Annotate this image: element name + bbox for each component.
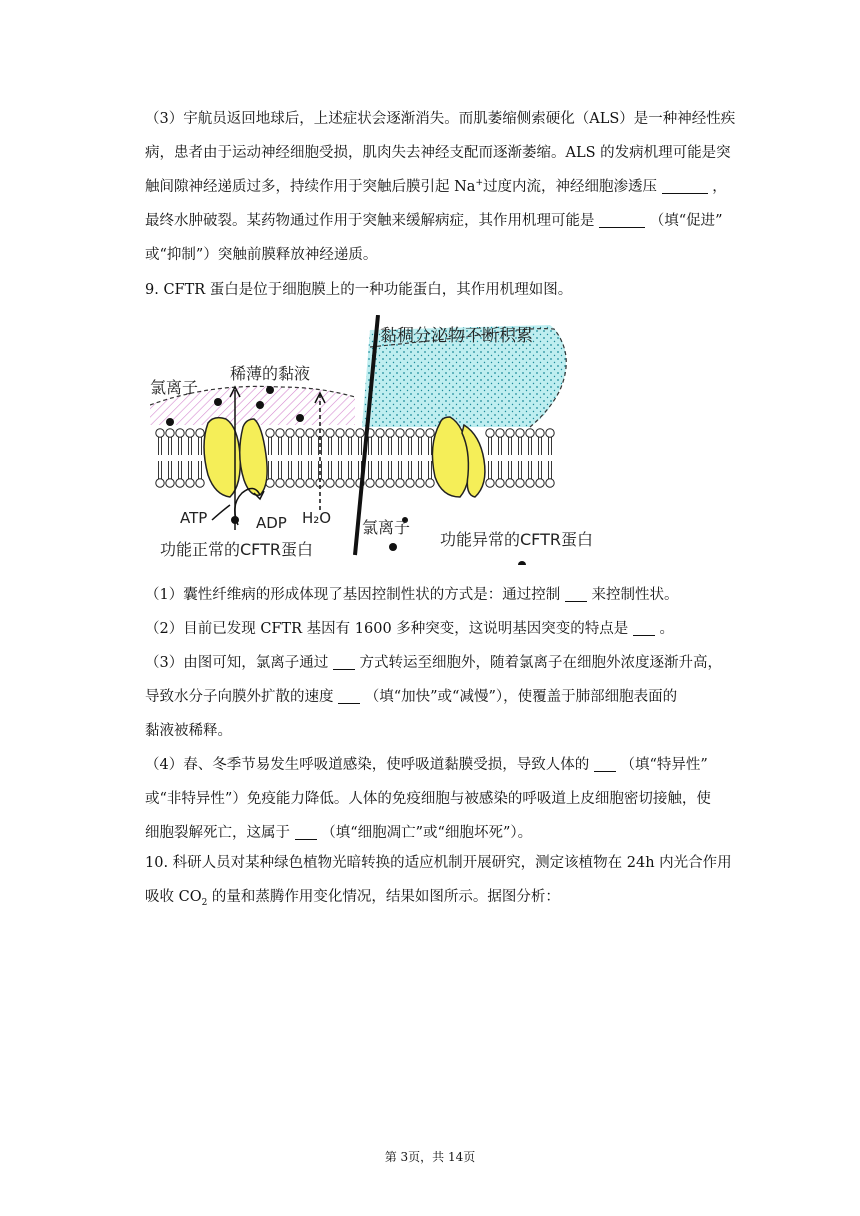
phospholipid-tail <box>289 461 292 479</box>
q8-line-1: （3）宇航员返回地球后，上述症状会逐渐消失。而肌萎缩侧索硬化（ALS）是一种神经性疾 <box>145 111 736 127</box>
phospholipid-tail <box>359 437 362 455</box>
phospholipid-head <box>176 429 184 437</box>
q9-sub2-tail: 。 <box>659 621 675 637</box>
phospholipid-tail <box>509 437 512 455</box>
phospholipid-tail <box>159 437 162 455</box>
phospholipid-tail <box>549 437 552 455</box>
phospholipid-head <box>406 429 414 437</box>
phospholipid-tail <box>389 437 392 455</box>
phospholipid-tail <box>529 461 532 479</box>
phospholipid-tail <box>279 437 282 455</box>
phospholipid-tail <box>179 437 182 455</box>
phospholipid-tail <box>529 437 532 455</box>
phospholipid-head <box>386 429 394 437</box>
phospholipid-tail <box>339 437 342 455</box>
q9-sub4-hint-e: （填“细胞凋亡”或“细胞坏死”）。 <box>321 825 533 841</box>
phospholipid-head <box>286 429 294 437</box>
phospholipid-tail <box>509 461 512 479</box>
phospholipid-head <box>376 429 384 437</box>
phospholipid-head <box>536 479 544 487</box>
phospholipid-head <box>396 479 404 487</box>
label-h2o: H₂O <box>302 509 332 527</box>
phospholipid-tail <box>419 461 422 479</box>
phospholipid-head <box>336 429 344 437</box>
phospholipid-head <box>156 429 164 437</box>
phospholipid-tail <box>299 461 302 479</box>
q8-line-3 <box>145 170 745 204</box>
phospholipid-head <box>276 479 284 487</box>
phospholipid-tail <box>369 461 372 479</box>
phospholipid-head <box>286 479 294 487</box>
phospholipid-head <box>376 479 384 487</box>
label-abnormal-cftr: 功能异常的CFTR蛋白 <box>440 530 593 549</box>
phospholipid-head <box>416 479 424 487</box>
phospholipid-tail <box>329 437 332 455</box>
q9-sub4-line1 <box>145 748 745 782</box>
q9-sub3-line1 <box>145 646 745 680</box>
phospholipid-head <box>526 429 534 437</box>
phospholipid-tail <box>309 437 312 455</box>
phospholipid-head <box>186 429 194 437</box>
q10-line-2-text: 吸收 CO <box>145 889 202 905</box>
phospholipid-head <box>266 429 274 437</box>
phospholipid-head <box>346 429 354 437</box>
answer-blank[interactable] <box>565 583 587 602</box>
phospholipid-head <box>536 429 544 437</box>
q10-line-2-tail: 的量和蒸腾作用变化情况，结果如图所示。据图分析： <box>207 889 560 905</box>
phospholipid-tail <box>549 461 552 479</box>
phospholipid-head <box>156 479 164 487</box>
q9-sub1-text: （1）囊性纤维病的形成体现了基因控制性状的方式是：通过控制 <box>145 587 561 603</box>
phospholipid-head <box>506 479 514 487</box>
phospholipid-tail <box>179 461 182 479</box>
q10-line-2 <box>145 880 745 914</box>
phospholipid-head <box>486 429 494 437</box>
phospholipid-head <box>416 429 424 437</box>
phospholipid-head <box>406 479 414 487</box>
phospholipid-tail <box>379 461 382 479</box>
phospholipid-tail <box>489 437 492 455</box>
q8-line-3-text-b: 过度内流，神经细胞渗透压 <box>483 179 657 195</box>
phospholipid-tail <box>429 461 432 479</box>
phospholipid-head <box>336 479 344 487</box>
phospholipid-tail <box>319 461 322 479</box>
label-accumulated: 黏稠分泌物不断积累 <box>380 326 533 346</box>
q8-line-3-comma: ， <box>712 179 727 195</box>
label-atp: ATP <box>180 509 208 527</box>
phospholipid-tail <box>519 437 522 455</box>
phospholipid-head <box>306 479 314 487</box>
phospholipid-tail <box>199 461 202 479</box>
phospholipid-head <box>306 429 314 437</box>
page-footer: 第 3页，共 14页 <box>384 1150 476 1164</box>
q9-sub3-line3: 黏液被稀释。 <box>145 723 232 739</box>
phospholipid-tail <box>169 461 172 479</box>
answer-blank[interactable] <box>338 685 360 704</box>
phospholipid-tail <box>289 437 292 455</box>
phospholipid-tail <box>539 437 542 455</box>
phospholipid-head <box>276 429 284 437</box>
q9-sub4-hint: （填“特异性” <box>620 757 708 773</box>
phospholipid-tail <box>419 437 422 455</box>
phospholipid-head <box>176 479 184 487</box>
abnormal-cftr-protein <box>432 417 485 497</box>
phospholipid-head <box>426 429 434 437</box>
phospholipid-head <box>326 429 334 437</box>
q9-stem-text: 9. CFTR 蛋白是位于细胞膜上的一种功能蛋白，其作用机理如图。 <box>145 282 573 298</box>
q10 <box>145 846 745 914</box>
phospholipid-head <box>386 479 394 487</box>
answer-blank[interactable] <box>633 617 655 636</box>
phospholipid-tail <box>169 437 172 455</box>
q9-sub3-text-d: （填“加快”或“减慢”），使覆盖于肺部细胞表面的 <box>364 689 678 705</box>
phospholipid-head <box>516 429 524 437</box>
phospholipid-head <box>396 429 404 437</box>
phospholipid-head <box>516 479 524 487</box>
phospholipid-head <box>546 479 554 487</box>
phospholipid-tail <box>189 437 192 455</box>
phospholipid-tail <box>389 461 392 479</box>
answer-blank[interactable] <box>594 753 616 772</box>
q9-sub3-text-b: 方式转运至细胞外，随着氯离子在细胞外浓度逐渐升高， <box>359 655 722 671</box>
phospholipid-head <box>496 429 504 437</box>
cftr-mechanism-figure <box>150 315 630 565</box>
phospholipid-head <box>506 429 514 437</box>
phospholipid-tail <box>519 461 522 479</box>
q9-sub2-text: （2）目前已发现 CFTR 基因有 1600 多种突变，这说明基因突变的特点是 <box>145 621 629 637</box>
phospholipid-tail <box>349 437 352 455</box>
answer-blank[interactable] <box>333 651 355 670</box>
phospholipid-tail <box>199 437 202 455</box>
label-adp: ADP <box>256 514 287 532</box>
phospholipid-tail <box>379 437 382 455</box>
phospholipid-head <box>196 429 204 437</box>
phospholipid-head <box>166 429 174 437</box>
phospholipid-tail <box>329 461 332 479</box>
q9-sub4-line3 <box>145 816 745 850</box>
phospholipid-head <box>546 429 554 437</box>
label-chloride-left: 氯离子 <box>150 378 199 397</box>
co2-subscript: 2 <box>201 897 208 908</box>
phospholipid-head <box>296 429 304 437</box>
na-charge: + <box>475 178 483 189</box>
phospholipid-head <box>196 479 204 487</box>
phospholipid-tail <box>369 437 372 455</box>
phospholipid-tail <box>159 461 162 479</box>
phospholipid-tail <box>279 461 282 479</box>
phospholipid-tail <box>349 461 352 479</box>
phospholipid-head <box>326 479 334 487</box>
phospholipid-tail <box>399 461 402 479</box>
phospholipid-tail <box>409 437 412 455</box>
q8-line-4-text: 最终水肿破裂。某药物通过作用于突触来缓解病症，其作用机理可能是 <box>145 213 595 229</box>
phospholipid-tail <box>269 461 272 479</box>
phospholipid-head <box>356 429 364 437</box>
q8-line-4 <box>145 204 745 238</box>
phospholipid-tail <box>339 461 342 479</box>
q9-subquestions <box>145 578 745 850</box>
phospholipid-head <box>486 479 494 487</box>
phospholipid-tail <box>299 437 302 455</box>
phospholipid-tail <box>399 437 402 455</box>
phospholipid-head <box>496 479 504 487</box>
phospholipid-head <box>186 479 194 487</box>
phospholipid-tail <box>489 461 492 479</box>
q9-sub3-text: （3）由图可知，氯离子通过 <box>145 655 329 671</box>
phospholipid-tail <box>499 437 502 455</box>
phospholipid-head <box>166 479 174 487</box>
q8-line-5: 或“抑制”）突触前膜释放神经递质。 <box>145 247 378 263</box>
phospholipid-head <box>296 479 304 487</box>
q8-line-3-text: 触间隙神经递质过多，持续作用于突触后膜引起 Na <box>145 179 476 195</box>
q8-line-4-hint: （填“促进” <box>649 213 723 229</box>
answer-blank[interactable] <box>295 821 317 840</box>
q9-sub4-text: （4）春、冬季节易发生呼吸道感染，使呼吸道黏膜受损，导致人体的 <box>145 757 590 773</box>
label-chloride-right: 氯离子 <box>362 518 411 537</box>
q9-sub4-line2: 或“非特异性”）免疫能力降低。人体的免疫细胞与被感染的呼吸道上皮细胞密切接触，使 <box>145 791 711 807</box>
q10-line-1: 10. 科研人员对某种绿色植物光暗转换的适应机制开展研究，测定该植物在 24h 内光合作用 <box>145 855 732 871</box>
q9-sub3-text-c: 导致水分子向膜外扩散的速度 <box>145 689 334 705</box>
phospholipid-tail <box>539 461 542 479</box>
label-normal-cftr: 功能正常的CFTR蛋白 <box>160 540 313 559</box>
label-thin-mucus: 稀薄的黏液 <box>230 364 311 383</box>
q9-sub1-tail: 来控制性状。 <box>591 587 679 603</box>
answer-blank[interactable] <box>599 209 645 228</box>
phospholipid-tail <box>189 461 192 479</box>
phospholipid-head <box>366 479 374 487</box>
q9-sub2 <box>145 612 745 646</box>
q8-part3 <box>145 102 745 272</box>
phospholipid-tail <box>499 461 502 479</box>
q9-stem <box>145 273 745 307</box>
answer-blank[interactable] <box>662 175 708 194</box>
phospholipid-head <box>526 479 534 487</box>
phospholipid-tail <box>269 437 272 455</box>
q9-sub3-line2 <box>145 680 745 714</box>
phospholipid-head <box>346 479 354 487</box>
phospholipid-tail <box>409 461 412 479</box>
phospholipid-head <box>426 479 434 487</box>
q9-sub1 <box>145 578 745 612</box>
q9-sub4-text-d: 细胞裂解死亡，这属于 <box>145 825 290 841</box>
phospholipid-tail <box>429 437 432 455</box>
q8-line-2: 病，患者由于运动神经细胞受损，肌肉失去神经支配而逐渐萎缩。ALS 的发病机理可能是突 <box>145 145 731 161</box>
phospholipid-tail <box>309 461 312 479</box>
